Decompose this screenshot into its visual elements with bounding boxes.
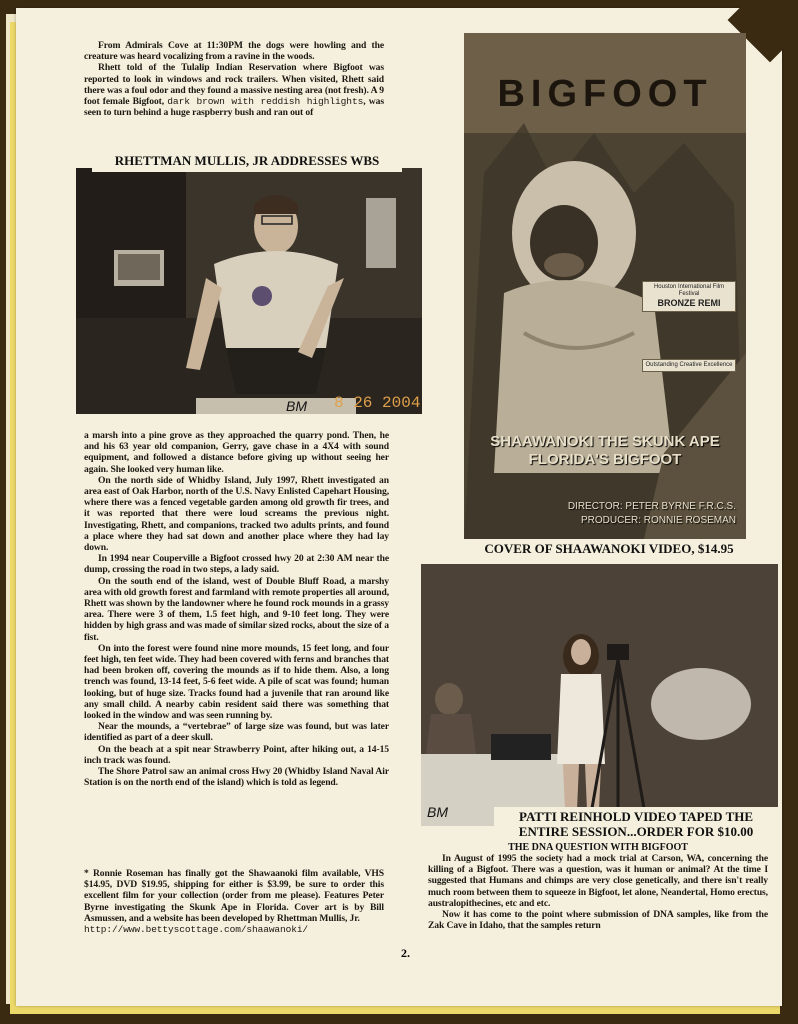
paragraph-roseman-note: * Ronnie Roseman has finally got the Shawaanoki film available, VHS $14.95, DVD $19.95, shipping for either is $3.99, be sure to order this excellent film for your collection (order from me please). Features Peter Byrne investigating the Skunk Ape in Florida. Cover art is by Bill Asmussen, and a website has been developed by Rhettman Mullis, Jr. <box>84 868 384 924</box>
dna-heading: THE DNA QUESTION WITH BIGFOOT <box>508 842 688 853</box>
paragraph-vertebrae: Near the mounds, a “vertebrae” of large size was found, but was later identified as part of a deer skull. <box>84 721 389 744</box>
photo-patti-reinhold <box>421 564 778 826</box>
cover-director: DIRECTOR: PETER BYRNE F.R.C.S. <box>567 501 736 512</box>
caption-video-cover: COVER OF SHAAWANOKI VIDEO, $14.95 <box>484 541 734 556</box>
paragraph-double-bluff: On the south end of the island, west of Double Bluff Road, a marshy area with old growth forest and farmland with remote properties all around, Rhett was shown by the landowner where he found rock mounds in a grassy area. There were 3 of them, 1.5 feet high, and 9-10 feet long. They were hidden by high grass and was made of similar sized rocks, about the size of a fist. <box>84 575 389 643</box>
paragraph-mock-trial: In August of 1995 the society had a mock trial at Carson, WA, concerning the killing of a Bigfoot. There was a question, was it human or animal? At the time I suggested that Humans and chimps are very close genetically, and there isn't really much room between them to squeeze in Bigfoot, let alone, Neandertal, Homo erectus, australopithecines, etc and etc. <box>428 853 768 909</box>
paragraph-mounds: On into the forest were found nine more mounds, 15 feet long, and four feet high, ten feet wide. They had been covered with ferns and branches that had been broken off, covering the mounds as if to hide them. Also, a long trench was found, 13-14 feet, 5-6 feet wide. A pile of scat was found; human looking, but of huge size. Tracks found had a juvenile that ran around like any small child. A nearby cabin resident said there was something that looked in the window and was seen running by. <box>84 642 389 722</box>
paragraph-admirals-cove: From Admirals Cove at 11:30PM the dogs were howling and the creature was heard vocalizing from a ravine in the woods. <box>84 40 384 63</box>
page-number: 2. <box>401 946 410 960</box>
paragraph-couperville: In 1994 near Couperville a Bigfoot crossed hwy 20 at 2:30 AM near the dump, crossing the road in two steps, a lady said. <box>84 553 389 576</box>
paragraph-strawberry-point: On the beach at a spit near Strawberry Point, after hiking out, a 14-15 inch track was found. <box>84 743 389 766</box>
caption-rhettman: RHETTMAN MULLIS, JR ADDRESSES WBS <box>92 150 402 172</box>
paragraph-shore-patrol: The Shore Patrol saw an animal cross Hwy 20 (Whidby Island Naval Air Station is on the north end of the island) which is told as legend. <box>84 766 389 789</box>
website-link[interactable]: http://www.bettyscottage.com/shaawanoki/ <box>84 924 309 936</box>
caption-patti-reinhold: PATTI REINHOLD VIDEO TAPED THE ENTIRE SESSION...ORDER FOR $10.00 <box>494 807 778 841</box>
award-laurel-bottom: Outstanding Creative Excellence <box>642 359 736 372</box>
cover-subtitle: SHAAWANOKI THE SKUNK APE FLORIDA'S BIGFOOT <box>490 433 720 468</box>
tulalip-text-a: Rhett told of the Tulalip Indian Reservation where Bigfoot was reported to look in windows and rock trailers. When visited, Rhett said there was a foul odor and they found a massive nesting area (not fresh). A 9 foot female Bigfoot, <box>84 62 384 108</box>
video-note <box>84 868 384 935</box>
cover-title: BIGFOOT <box>497 73 713 115</box>
tulalip-text-mono: dark brown with reddish highlights <box>167 96 364 108</box>
paragraph-marsh: a marsh into a pine grove as they approached the quarry pond. Then, he and his 63 year old companion, Gerry, gave chase in a 4X4 with sound equipment, and followed a distance before giving up without seeing her again. She looked very human like. <box>84 430 389 475</box>
award-badge-text: BRONZE REMI <box>657 298 721 308</box>
photo-date-stamp: 8 26 2004 <box>334 394 421 412</box>
photo-initials-mark-2: BM <box>427 804 448 820</box>
rhett-photo-illustration <box>76 168 422 414</box>
photo-video-cover <box>464 33 746 539</box>
award-laurel-top <box>642 281 736 312</box>
dna-article <box>428 853 768 931</box>
paragraph-whidby: On the north side of Whidby Island, July 1997, Rhett investigated an area east of Oak Harbor, north of the U.S. Navy Enlisted Capehart Housing, where there was a fenced vegetable garden among old growth fir trees, and it was reported that there were loud screams the previous night. Investigating, Rhett, and companions, tracked two adults prints, and found a place where they had sat down and another place where they had lay down. <box>84 474 389 554</box>
paragraph-dna-samples: Now it has come to the point where submission of DNA samples, like from the Zak Cave in Idaho, that the samples return <box>428 909 768 932</box>
tulalip-text-b: , was seen to turn behind a huge raspberry bush and ran out of <box>84 96 384 119</box>
patti-photo-illustration <box>421 564 778 826</box>
award-festival-text: Houston International Film Festival <box>653 284 725 297</box>
article-intro <box>84 40 384 118</box>
photo-initials-mark: BM <box>286 398 307 414</box>
cover-producer: PRODUCER: RONNIE ROSEMAN <box>580 515 736 526</box>
photo-rhettman-mullis <box>76 168 422 414</box>
paragraph-tulalip <box>84 62 384 118</box>
article-body <box>84 430 389 789</box>
